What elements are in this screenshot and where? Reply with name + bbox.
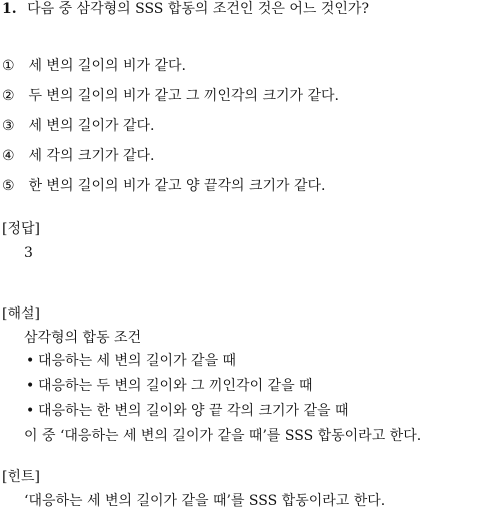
bullet-text: 대응하는 한 변의 길이와 양 끝 각의 크기가 같을 때 (38, 403, 349, 419)
option-marker: ② (2, 88, 15, 104)
option-text: 두 변의 길이의 비가 같고 그 끼인각의 크기가 같다. (28, 88, 339, 104)
question-text: 다음 중 삼각형의 SSS 합동의 조건인 것은 어느 것인가? (27, 1, 369, 17)
option-marker: ③ (2, 118, 15, 134)
explanation-conclusion: 이 중 ‘대응하는 세 변의 길이가 같을 때’를 SSS 합동이라고 한다. (24, 428, 422, 444)
hint-label: [힌트] (2, 469, 40, 485)
answer-value: 3 (24, 245, 33, 261)
option-2 (2, 87, 339, 105)
explanation-bullet-3 (26, 402, 349, 420)
option-text: 세 각의 크기가 같다. (28, 148, 155, 164)
bullet-text: 대응하는 세 변의 길이가 같을 때 (38, 353, 237, 369)
bullet-icon: • (26, 403, 35, 419)
option-text: 세 변의 길이의 비가 같다. (28, 58, 186, 74)
option-marker: ④ (2, 148, 15, 164)
option-5 (2, 177, 325, 195)
explanation-label: [해설] (2, 306, 40, 322)
option-3 (2, 117, 154, 135)
question-line (2, 0, 369, 18)
explanation-intro: 삼각형의 합동 조건 (24, 330, 142, 346)
option-4 (2, 147, 154, 165)
option-marker: ① (2, 58, 15, 74)
bullet-icon: • (26, 378, 35, 394)
option-text: 세 변의 길이가 같다. (28, 118, 155, 134)
option-marker: ⑤ (2, 178, 15, 194)
option-text: 한 변의 길이의 비가 같고 양 끝각의 크기가 같다. (28, 178, 326, 194)
question-number: 1. (2, 1, 17, 17)
explanation-bullet-2 (26, 377, 313, 395)
explanation-bullet-1 (26, 352, 236, 370)
option-1 (2, 57, 186, 75)
bullet-icon: • (26, 353, 35, 369)
hint-text: ‘대응하는 세 변의 길이가 같을 때’를 SSS 합동이라고 한다. (24, 493, 386, 509)
answer-label: [정답] (2, 221, 40, 237)
bullet-text: 대응하는 두 변의 길이와 그 끼인각이 같을 때 (38, 378, 313, 394)
